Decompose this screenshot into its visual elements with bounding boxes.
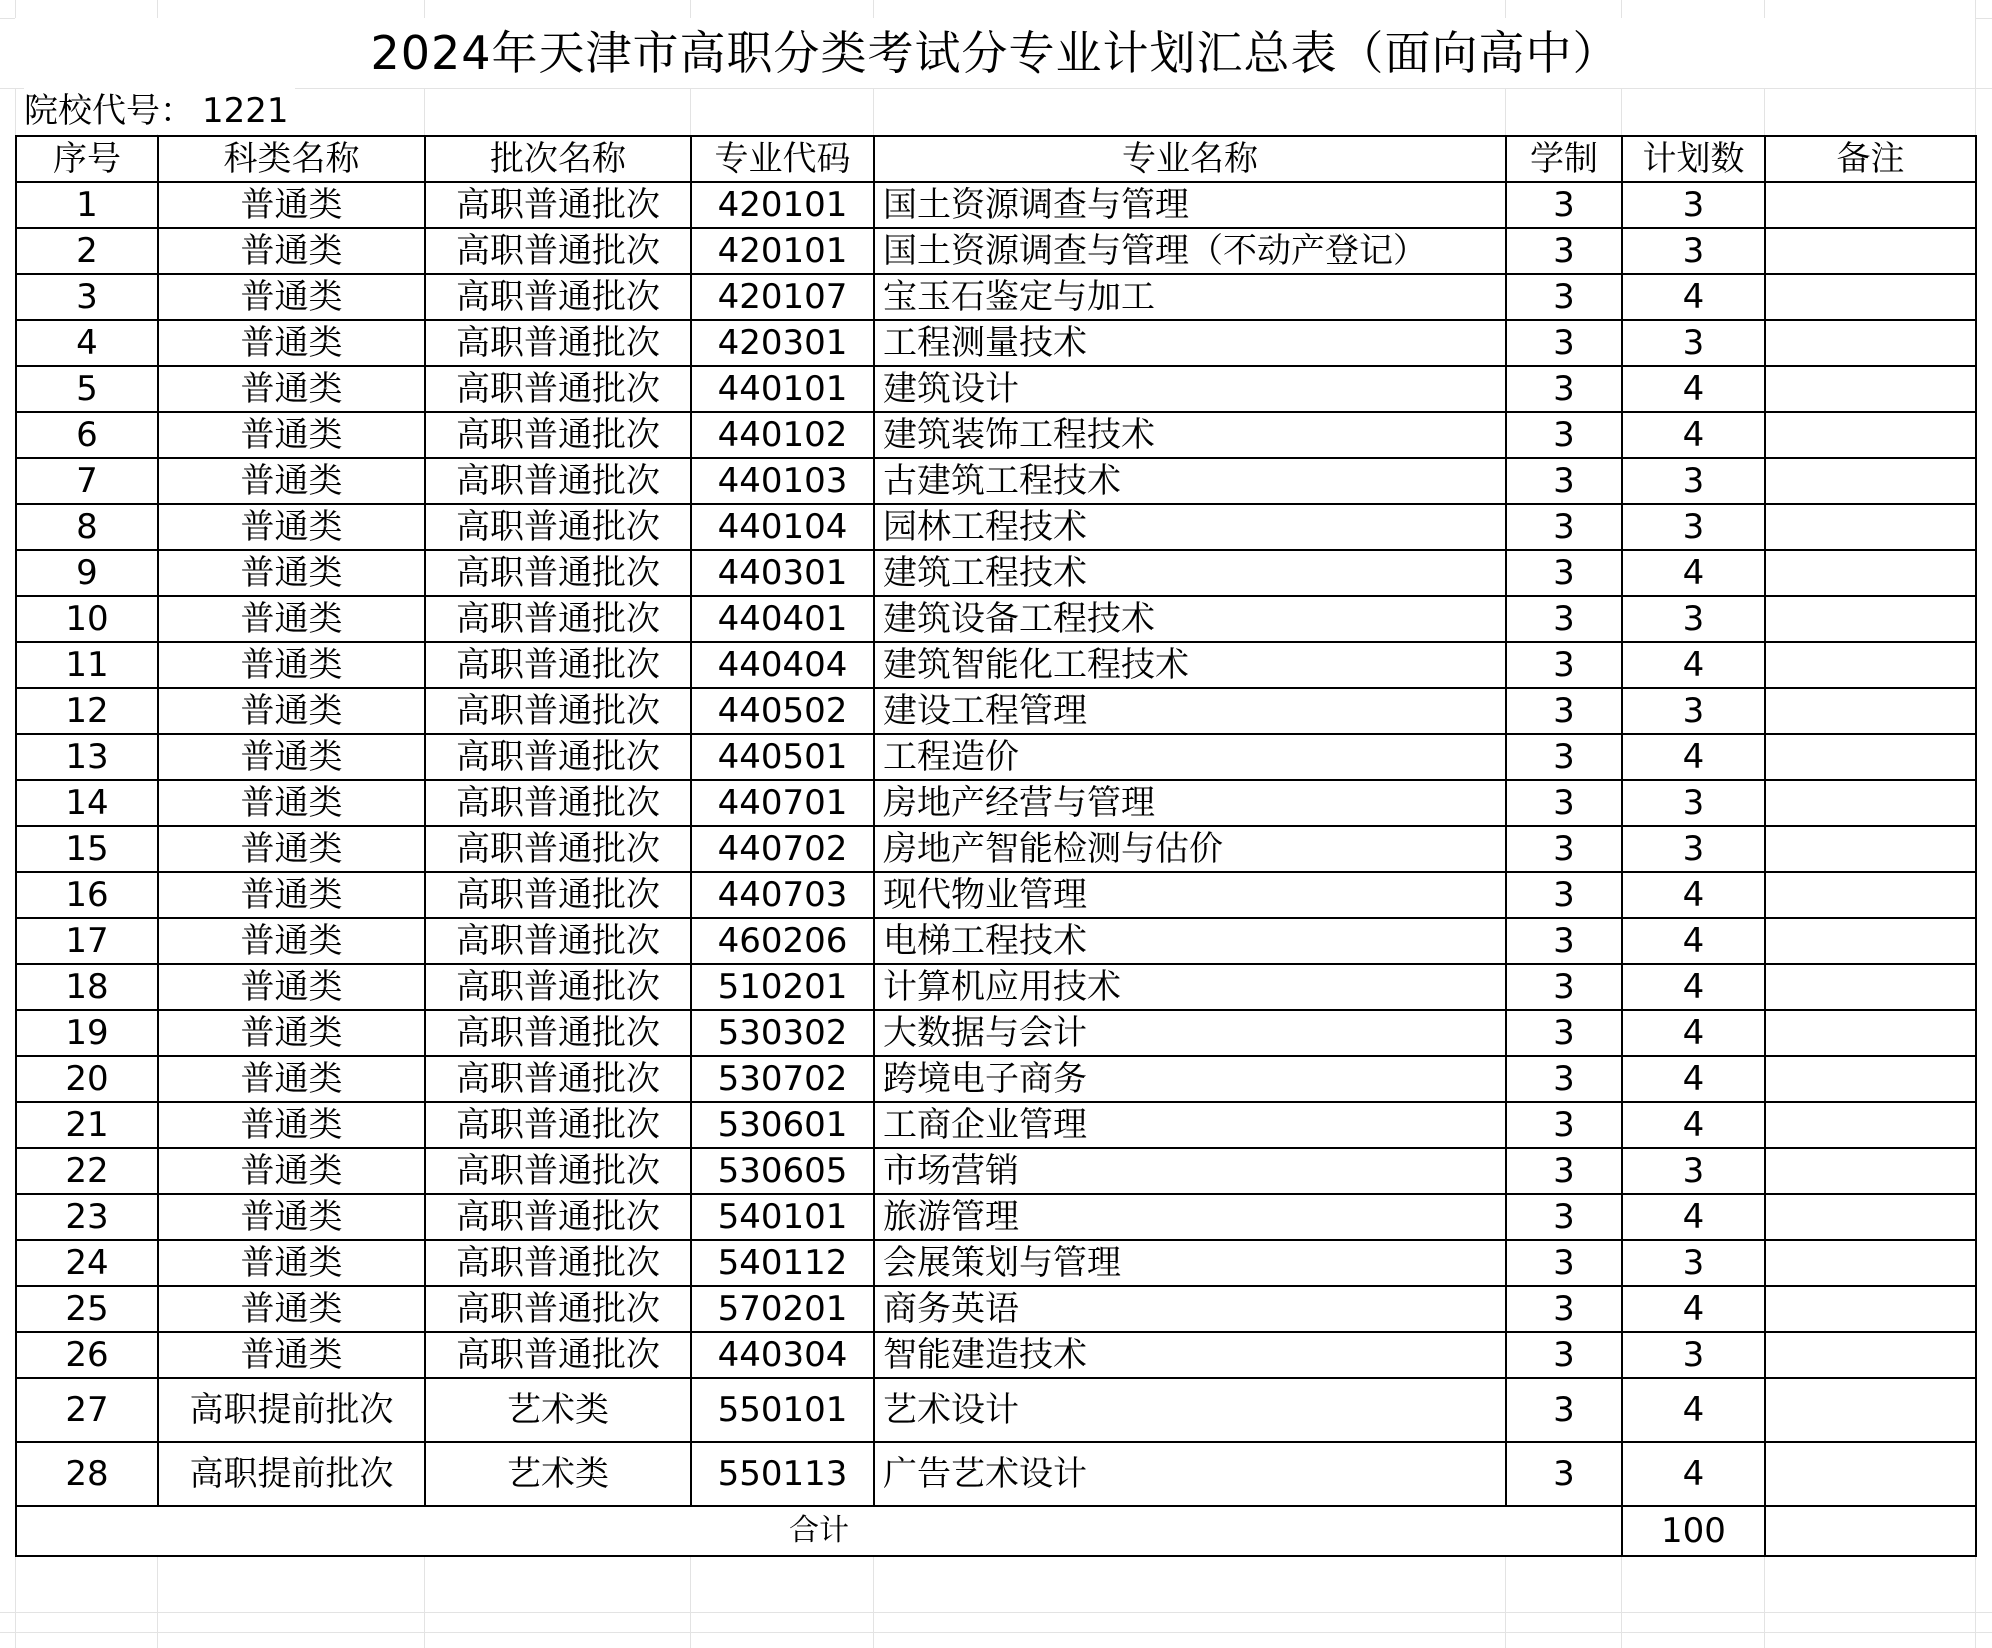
cell-batch[interactable]: 高职普通批次 xyxy=(425,1240,691,1286)
cell-note[interactable] xyxy=(1765,1148,1976,1194)
cell-category[interactable]: 普通类 xyxy=(158,734,425,780)
cell-plan-count[interactable]: 4 xyxy=(1622,872,1765,918)
cell-major-name[interactable]: 国土资源调查与管理 xyxy=(874,182,1506,228)
cell-category[interactable]: 普通类 xyxy=(158,642,425,688)
cell-category[interactable]: 普通类 xyxy=(158,458,425,504)
cell-seq[interactable]: 26 xyxy=(16,1332,158,1378)
cell-note[interactable] xyxy=(1765,918,1976,964)
cell-seq[interactable]: 20 xyxy=(16,1056,158,1102)
cell-major-code[interactable]: 440104 xyxy=(691,504,874,550)
cell-plan-count[interactable]: 4 xyxy=(1622,1010,1765,1056)
total-note[interactable] xyxy=(1765,1506,1976,1556)
cell-category[interactable]: 普通类 xyxy=(158,412,425,458)
cell-duration[interactable]: 3 xyxy=(1506,504,1622,550)
cell-seq[interactable]: 13 xyxy=(16,734,158,780)
cell-batch[interactable]: 高职普通批次 xyxy=(425,780,691,826)
cell-seq[interactable]: 16 xyxy=(16,872,158,918)
cell-plan-count[interactable]: 4 xyxy=(1622,1442,1765,1506)
cell-note[interactable] xyxy=(1765,1332,1976,1378)
cell-note[interactable] xyxy=(1765,1102,1976,1148)
cell-category[interactable]: 普通类 xyxy=(158,1240,425,1286)
cell-note[interactable] xyxy=(1765,1056,1976,1102)
cell-major-code[interactable]: 530302 xyxy=(691,1010,874,1056)
table-row xyxy=(16,320,1976,366)
cell-category[interactable]: 高职提前批次 xyxy=(158,1378,425,1442)
table-row xyxy=(16,1442,1976,1506)
cell-category[interactable]: 普通类 xyxy=(158,1010,425,1056)
cell-plan-count[interactable]: 4 xyxy=(1622,1194,1765,1240)
cell-major-name[interactable]: 建筑工程技术 xyxy=(874,550,1506,596)
cell-note[interactable] xyxy=(1765,182,1976,228)
cell-duration[interactable]: 3 xyxy=(1506,1378,1622,1442)
cell-batch[interactable]: 高职普通批次 xyxy=(425,918,691,964)
table-row xyxy=(16,642,1976,688)
cell-category[interactable]: 普通类 xyxy=(158,1056,425,1102)
cell-batch[interactable]: 艺术类 xyxy=(425,1378,691,1442)
cell-seq[interactable]: 21 xyxy=(16,1102,158,1148)
cell-duration[interactable]: 3 xyxy=(1506,1332,1622,1378)
cell-seq[interactable]: 27 xyxy=(16,1378,158,1442)
cell-category[interactable]: 普通类 xyxy=(158,1332,425,1378)
table-row xyxy=(16,274,1976,320)
cell-plan-count[interactable]: 4 xyxy=(1622,274,1765,320)
cell-major-name[interactable]: 建筑智能化工程技术 xyxy=(874,642,1506,688)
cell-duration[interactable]: 3 xyxy=(1506,1286,1622,1332)
cell-batch[interactable]: 高职普通批次 xyxy=(425,1102,691,1148)
table-row xyxy=(16,1286,1976,1332)
cell-major-name[interactable]: 宝玉石鉴定与加工 xyxy=(874,274,1506,320)
cell-major-code[interactable]: 420301 xyxy=(691,320,874,366)
cell-batch[interactable]: 高职普通批次 xyxy=(425,734,691,780)
cell-category[interactable]: 普通类 xyxy=(158,274,425,320)
cell-note[interactable] xyxy=(1765,1010,1976,1056)
cell-batch[interactable]: 高职普通批次 xyxy=(425,964,691,1010)
table-row xyxy=(16,1240,1976,1286)
cell-plan-count[interactable]: 3 xyxy=(1622,320,1765,366)
cell-plan-count[interactable]: 3 xyxy=(1622,458,1765,504)
cell-major-code[interactable]: 420101 xyxy=(691,228,874,274)
cell-note[interactable] xyxy=(1765,1240,1976,1286)
table-row xyxy=(16,228,1976,274)
cell-seq[interactable]: 11 xyxy=(16,642,158,688)
cell-category[interactable]: 普通类 xyxy=(158,504,425,550)
cell-category[interactable]: 高职提前批次 xyxy=(158,1442,425,1506)
table-row xyxy=(16,1194,1976,1240)
cell-plan-count[interactable]: 3 xyxy=(1622,504,1765,550)
cell-major-name[interactable]: 建筑装饰工程技术 xyxy=(874,412,1506,458)
cell-category[interactable]: 普通类 xyxy=(158,550,425,596)
cell-major-name[interactable]: 国土资源调查与管理（不动产登记） xyxy=(874,228,1506,274)
cell-major-code[interactable]: 550101 xyxy=(691,1378,874,1442)
table-row xyxy=(16,918,1976,964)
cell-note[interactable] xyxy=(1765,1194,1976,1240)
cell-category[interactable]: 普通类 xyxy=(158,780,425,826)
cell-duration[interactable]: 3 xyxy=(1506,872,1622,918)
cell-plan-count[interactable]: 4 xyxy=(1622,734,1765,780)
cell-major-code[interactable]: 530702 xyxy=(691,1056,874,1102)
cell-batch[interactable]: 高职普通批次 xyxy=(425,826,691,872)
cell-major-name[interactable]: 现代物业管理 xyxy=(874,872,1506,918)
cell-plan-count[interactable]: 3 xyxy=(1622,596,1765,642)
cell-seq[interactable]: 10 xyxy=(16,596,158,642)
cell-seq[interactable]: 1 xyxy=(16,182,158,228)
cell-major-name[interactable]: 工商企业管理 xyxy=(874,1102,1506,1148)
page-title: 2024年天津市高职分类考试分专业计划汇总表（面向高中） xyxy=(15,18,1975,88)
cell-note[interactable] xyxy=(1765,1442,1976,1506)
table-row xyxy=(16,412,1976,458)
cell-major-name[interactable]: 跨境电子商务 xyxy=(874,1056,1506,1102)
cell-major-code[interactable]: 440304 xyxy=(691,1332,874,1378)
cell-duration[interactable]: 3 xyxy=(1506,642,1622,688)
cell-major-code[interactable]: 440702 xyxy=(691,826,874,872)
cell-major-code[interactable]: 440502 xyxy=(691,688,874,734)
cell-duration[interactable]: 3 xyxy=(1506,1148,1622,1194)
cell-category[interactable]: 普通类 xyxy=(158,1102,425,1148)
table-row xyxy=(16,1102,1976,1148)
cell-note[interactable] xyxy=(1765,780,1976,826)
cell-plan-count[interactable]: 3 xyxy=(1622,688,1765,734)
cell-batch[interactable]: 艺术类 xyxy=(425,1442,691,1506)
cell-batch[interactable]: 高职普通批次 xyxy=(425,274,691,320)
cell-duration[interactable]: 3 xyxy=(1506,550,1622,596)
cell-note[interactable] xyxy=(1765,504,1976,550)
cell-major-name[interactable]: 市场营销 xyxy=(874,1148,1506,1194)
cell-major-code[interactable]: 540112 xyxy=(691,1240,874,1286)
cell-plan-count[interactable]: 4 xyxy=(1622,366,1765,412)
cell-major-code[interactable]: 440103 xyxy=(691,458,874,504)
cell-plan-count[interactable]: 4 xyxy=(1622,964,1765,1010)
cell-note[interactable] xyxy=(1765,872,1976,918)
cell-note[interactable] xyxy=(1765,366,1976,412)
cell-major-name[interactable]: 商务英语 xyxy=(874,1286,1506,1332)
cell-category[interactable]: 普通类 xyxy=(158,320,425,366)
cell-seq[interactable]: 2 xyxy=(16,228,158,274)
cell-seq[interactable]: 22 xyxy=(16,1148,158,1194)
school-code-label: 院校代号： xyxy=(24,91,194,131)
cell-plan-count[interactable]: 4 xyxy=(1622,1378,1765,1442)
table-row xyxy=(16,734,1976,780)
cell-major-code[interactable]: 570201 xyxy=(691,1286,874,1332)
cell-batch[interactable]: 高职普通批次 xyxy=(425,1286,691,1332)
column-header-duration[interactable]: 学制 xyxy=(1506,136,1622,182)
cell-duration[interactable]: 3 xyxy=(1506,826,1622,872)
column-header-category[interactable]: 科类名称 xyxy=(158,136,425,182)
cell-batch[interactable]: 高职普通批次 xyxy=(425,550,691,596)
cell-duration[interactable]: 3 xyxy=(1506,1056,1622,1102)
table-row xyxy=(16,826,1976,872)
cell-category[interactable]: 普通类 xyxy=(158,1194,425,1240)
cell-category[interactable]: 普通类 xyxy=(158,1148,425,1194)
column-header-batch[interactable]: 批次名称 xyxy=(425,136,691,182)
cell-plan-count[interactable]: 3 xyxy=(1622,1240,1765,1286)
cell-category[interactable]: 普通类 xyxy=(158,918,425,964)
cell-seq[interactable]: 18 xyxy=(16,964,158,1010)
cell-duration[interactable]: 3 xyxy=(1506,734,1622,780)
cell-duration[interactable]: 3 xyxy=(1506,1442,1622,1506)
cell-batch[interactable]: 高职普通批次 xyxy=(425,1194,691,1240)
cell-duration[interactable]: 3 xyxy=(1506,1240,1622,1286)
cell-note[interactable] xyxy=(1765,412,1976,458)
cell-duration[interactable]: 3 xyxy=(1506,964,1622,1010)
cell-category[interactable]: 普通类 xyxy=(158,182,425,228)
cell-major-code[interactable]: 440301 xyxy=(691,550,874,596)
cell-major-name[interactable]: 广告艺术设计 xyxy=(874,1442,1506,1506)
cell-major-name[interactable]: 计算机应用技术 xyxy=(874,964,1506,1010)
cell-plan-count[interactable]: 3 xyxy=(1622,228,1765,274)
column-header-major-code[interactable]: 专业代码 xyxy=(691,136,874,182)
cell-plan-count[interactable]: 4 xyxy=(1622,918,1765,964)
cell-duration[interactable]: 3 xyxy=(1506,1194,1622,1240)
table-row xyxy=(16,688,1976,734)
table-row xyxy=(16,1010,1976,1056)
cell-batch[interactable]: 高职普通批次 xyxy=(425,688,691,734)
cell-note[interactable] xyxy=(1765,688,1976,734)
cell-plan-count[interactable]: 4 xyxy=(1622,642,1765,688)
column-header-note[interactable]: 备注 xyxy=(1765,136,1976,182)
cell-major-code[interactable]: 440401 xyxy=(691,596,874,642)
gridline-horizontal xyxy=(0,88,1992,89)
cell-duration[interactable]: 3 xyxy=(1506,1102,1622,1148)
cell-plan-count[interactable]: 4 xyxy=(1622,1056,1765,1102)
cell-major-name[interactable]: 建筑设备工程技术 xyxy=(874,596,1506,642)
cell-duration[interactable]: 3 xyxy=(1506,458,1622,504)
cell-plan-count[interactable]: 4 xyxy=(1622,412,1765,458)
cell-note[interactable] xyxy=(1765,228,1976,274)
cell-major-code[interactable]: 420107 xyxy=(691,274,874,320)
cell-major-name[interactable]: 旅游管理 xyxy=(874,1194,1506,1240)
cell-seq[interactable]: 24 xyxy=(16,1240,158,1286)
cell-major-code[interactable]: 440701 xyxy=(691,780,874,826)
cell-duration[interactable]: 3 xyxy=(1506,780,1622,826)
cell-major-code[interactable]: 530601 xyxy=(691,1102,874,1148)
cell-duration[interactable]: 3 xyxy=(1506,320,1622,366)
school-code-line xyxy=(24,88,295,134)
cell-category[interactable]: 普通类 xyxy=(158,964,425,1010)
cell-major-code[interactable]: 440501 xyxy=(691,734,874,780)
cell-category[interactable]: 普通类 xyxy=(158,1286,425,1332)
cell-major-code[interactable]: 440102 xyxy=(691,412,874,458)
cell-category[interactable]: 普通类 xyxy=(158,826,425,872)
table-row xyxy=(16,872,1976,918)
cell-batch[interactable]: 高职普通批次 xyxy=(425,872,691,918)
cell-note[interactable] xyxy=(1765,596,1976,642)
table-row xyxy=(16,182,1976,228)
cell-plan-count[interactable]: 4 xyxy=(1622,550,1765,596)
cell-seq[interactable]: 7 xyxy=(16,458,158,504)
cell-plan-count[interactable]: 3 xyxy=(1622,182,1765,228)
cell-note[interactable] xyxy=(1765,1378,1976,1442)
cell-note[interactable] xyxy=(1765,550,1976,596)
cell-category[interactable]: 普通类 xyxy=(158,872,425,918)
column-header-major-name[interactable]: 专业名称 xyxy=(874,136,1506,182)
cell-major-code[interactable]: 550113 xyxy=(691,1442,874,1506)
school-code-value: 1221 xyxy=(202,91,289,131)
cell-note[interactable] xyxy=(1765,964,1976,1010)
cell-batch[interactable]: 高职普通批次 xyxy=(425,458,691,504)
cell-major-code[interactable]: 440404 xyxy=(691,642,874,688)
total-plan-count[interactable]: 100 xyxy=(1622,1506,1765,1556)
cell-major-code[interactable]: 440101 xyxy=(691,366,874,412)
cell-plan-count[interactable]: 3 xyxy=(1622,780,1765,826)
cell-duration[interactable]: 3 xyxy=(1506,688,1622,734)
cell-major-name[interactable]: 建筑设计 xyxy=(874,366,1506,412)
cell-seq[interactable]: 19 xyxy=(16,1010,158,1056)
cell-category[interactable]: 普通类 xyxy=(158,228,425,274)
cell-major-name[interactable]: 房地产智能检测与估价 xyxy=(874,826,1506,872)
cell-duration[interactable]: 3 xyxy=(1506,918,1622,964)
gridline-horizontal xyxy=(0,1632,1992,1633)
cell-plan-count[interactable]: 3 xyxy=(1622,826,1765,872)
cell-major-name[interactable]: 工程造价 xyxy=(874,734,1506,780)
table-row xyxy=(16,366,1976,412)
table-row xyxy=(16,1378,1976,1442)
cell-note[interactable] xyxy=(1765,642,1976,688)
cell-seq[interactable]: 12 xyxy=(16,688,158,734)
table-row xyxy=(16,504,1976,550)
cell-batch[interactable]: 高职普通批次 xyxy=(425,366,691,412)
cell-batch[interactable]: 高职普通批次 xyxy=(425,1332,691,1378)
cell-major-code[interactable]: 540101 xyxy=(691,1194,874,1240)
table-header-row xyxy=(16,136,1976,182)
cell-seq[interactable]: 23 xyxy=(16,1194,158,1240)
cell-major-code[interactable]: 420101 xyxy=(691,182,874,228)
cell-major-code[interactable]: 530605 xyxy=(691,1148,874,1194)
cell-batch[interactable]: 高职普通批次 xyxy=(425,504,691,550)
gridline-horizontal xyxy=(0,1612,1992,1613)
cell-major-name[interactable]: 房地产经营与管理 xyxy=(874,780,1506,826)
cell-batch[interactable]: 高职普通批次 xyxy=(425,642,691,688)
table-total-row xyxy=(16,1506,1976,1556)
cell-major-name[interactable]: 大数据与会计 xyxy=(874,1010,1506,1056)
cell-batch[interactable]: 高职普通批次 xyxy=(425,182,691,228)
cell-seq[interactable]: 14 xyxy=(16,780,158,826)
cell-seq[interactable]: 5 xyxy=(16,366,158,412)
cell-duration[interactable]: 3 xyxy=(1506,228,1622,274)
cell-duration[interactable]: 3 xyxy=(1506,274,1622,320)
cell-seq[interactable]: 8 xyxy=(16,504,158,550)
cell-duration[interactable]: 3 xyxy=(1506,596,1622,642)
cell-major-name[interactable]: 艺术设计 xyxy=(874,1378,1506,1442)
cell-seq[interactable]: 17 xyxy=(16,918,158,964)
column-header-seq[interactable]: 序号 xyxy=(16,136,158,182)
cell-batch[interactable]: 高职普通批次 xyxy=(425,1056,691,1102)
table-row xyxy=(16,458,1976,504)
table-row xyxy=(16,596,1976,642)
cell-batch[interactable]: 高职普通批次 xyxy=(425,596,691,642)
cell-plan-count[interactable]: 4 xyxy=(1622,1102,1765,1148)
cell-seq[interactable]: 25 xyxy=(16,1286,158,1332)
cell-major-name[interactable]: 园林工程技术 xyxy=(874,504,1506,550)
cell-batch[interactable]: 高职普通批次 xyxy=(425,228,691,274)
cell-major-name[interactable]: 工程测量技术 xyxy=(874,320,1506,366)
cell-plan-count[interactable]: 4 xyxy=(1622,1286,1765,1332)
cell-batch[interactable]: 高职普通批次 xyxy=(425,320,691,366)
cell-note[interactable] xyxy=(1765,734,1976,780)
cell-batch[interactable]: 高职普通批次 xyxy=(425,412,691,458)
cell-major-code[interactable]: 440703 xyxy=(691,872,874,918)
cell-major-name[interactable]: 建设工程管理 xyxy=(874,688,1506,734)
cell-note[interactable] xyxy=(1765,458,1976,504)
cell-major-name[interactable]: 智能建造技术 xyxy=(874,1332,1506,1378)
cell-seq[interactable]: 15 xyxy=(16,826,158,872)
total-label[interactable]: 合计 xyxy=(16,1506,1622,1556)
cell-seq[interactable]: 6 xyxy=(16,412,158,458)
cell-batch[interactable]: 高职普通批次 xyxy=(425,1010,691,1056)
table-row xyxy=(16,964,1976,1010)
cell-duration[interactable]: 3 xyxy=(1506,412,1622,458)
cell-major-code[interactable]: 460206 xyxy=(691,918,874,964)
table-row xyxy=(16,1332,1976,1378)
column-header-plan-count[interactable]: 计划数 xyxy=(1622,136,1765,182)
table-row xyxy=(16,780,1976,826)
cell-category[interactable]: 普通类 xyxy=(158,366,425,412)
cell-duration[interactable]: 3 xyxy=(1506,182,1622,228)
table-row xyxy=(16,550,1976,596)
cell-note[interactable] xyxy=(1765,320,1976,366)
cell-category[interactable]: 普通类 xyxy=(158,688,425,734)
cell-plan-count[interactable]: 3 xyxy=(1622,1148,1765,1194)
table-row xyxy=(16,1056,1976,1102)
cell-batch[interactable]: 高职普通批次 xyxy=(425,1148,691,1194)
cell-seq[interactable]: 28 xyxy=(16,1442,158,1506)
cell-major-code[interactable]: 510201 xyxy=(691,964,874,1010)
cell-duration[interactable]: 3 xyxy=(1506,1010,1622,1056)
cell-major-name[interactable]: 会展策划与管理 xyxy=(874,1240,1506,1286)
cell-note[interactable] xyxy=(1765,274,1976,320)
cell-major-name[interactable]: 电梯工程技术 xyxy=(874,918,1506,964)
cell-seq[interactable]: 3 xyxy=(16,274,158,320)
cell-seq[interactable]: 9 xyxy=(16,550,158,596)
cell-note[interactable] xyxy=(1765,826,1976,872)
table-row xyxy=(16,1148,1976,1194)
cell-category[interactable]: 普通类 xyxy=(158,596,425,642)
cell-major-name[interactable]: 古建筑工程技术 xyxy=(874,458,1506,504)
cell-note[interactable] xyxy=(1765,1286,1976,1332)
enrollment-plan-table xyxy=(15,135,1977,1557)
cell-duration[interactable]: 3 xyxy=(1506,366,1622,412)
cell-seq[interactable]: 4 xyxy=(16,320,158,366)
cell-plan-count[interactable]: 3 xyxy=(1622,1332,1765,1378)
